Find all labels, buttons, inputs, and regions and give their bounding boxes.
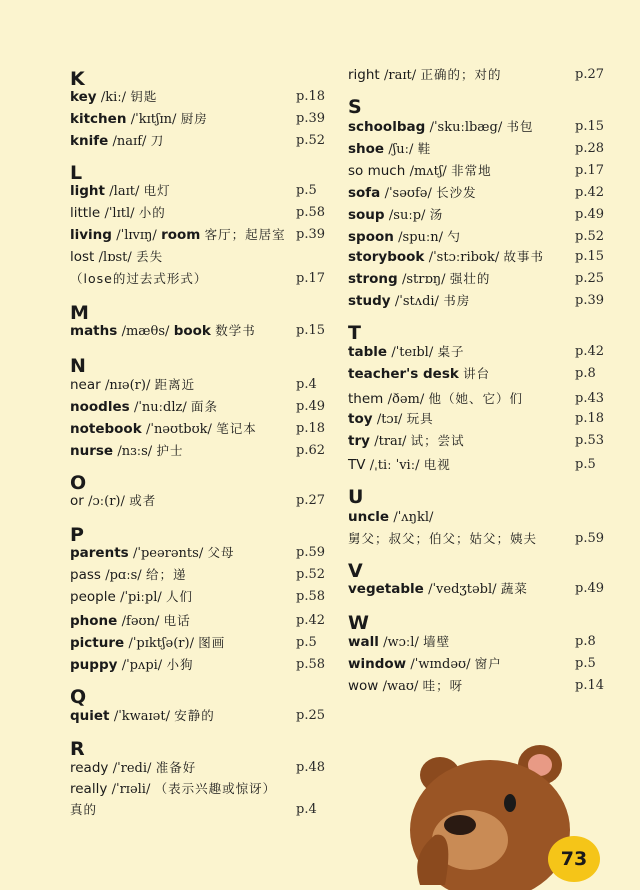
entry-meaning: 丢失 <box>136 249 164 264</box>
entry-meaning: 书包 <box>506 119 534 134</box>
entry-row <box>348 432 465 451</box>
entry-word: knife <box>70 133 109 149</box>
entry-phonetic: /spuːn/ <box>398 230 444 245</box>
entry-word: them <box>348 391 384 407</box>
entry-meaning: 桌子 <box>437 344 465 359</box>
entry-page: p.5 <box>575 656 596 671</box>
entry-page: p.42 <box>575 344 604 359</box>
entry-word: strong <box>348 271 398 287</box>
entry-meaning: 讲台 <box>463 366 491 381</box>
entry-page: p.4 <box>296 802 317 817</box>
entry-row <box>70 88 157 107</box>
entry-word: spoon <box>348 229 394 245</box>
entry-page: p.42 <box>296 613 325 628</box>
entry-row <box>70 322 256 341</box>
entry-phonetic: /ˈpʌpi/ <box>121 658 163 673</box>
entry-page: p.39 <box>296 111 325 126</box>
entry-meaning: 或者 <box>129 493 157 508</box>
entry-page: p.58 <box>296 657 325 672</box>
entry-meaning: 长沙发 <box>436 185 477 200</box>
entry-meaning: 护士 <box>156 443 184 458</box>
entry-meaning: 正确的；对的 <box>420 67 502 82</box>
entry-word: pass <box>70 567 101 583</box>
section-letter: Q <box>70 686 87 708</box>
entry-page: p.39 <box>575 293 604 308</box>
entry-phonetic: /ˈnuːdlz/ <box>133 400 187 415</box>
entry-word: notebook <box>70 421 142 437</box>
entry-phonetic: /mʌtʃ/ <box>409 164 447 179</box>
entry-phonetic: /ˈredi/ <box>112 761 152 776</box>
entry-row <box>70 707 215 726</box>
entry-page: p.49 <box>575 207 604 222</box>
entry-page: p.5 <box>575 457 596 472</box>
entry-page: p.18 <box>296 89 325 104</box>
entry-meaning: 书房 <box>443 293 471 308</box>
entry-phonetic: /ðəm/ <box>387 392 425 407</box>
entry-word: right <box>348 67 380 83</box>
entry-phonetic: /ˈnəʊtbʊk/ <box>145 422 212 437</box>
entry-row <box>70 492 156 511</box>
entry-note: 舅父；叔父；伯父；姑父；姨夫 <box>348 531 538 546</box>
entry-word: phone <box>70 613 118 629</box>
entry-page: p.58 <box>296 589 325 604</box>
entry-word: shoe <box>348 141 385 157</box>
entry-word: soup <box>348 207 385 223</box>
entry-phonetic: /ɔː(r)/ <box>88 494 125 509</box>
entry-row <box>348 140 431 159</box>
section-letter: R <box>70 738 85 760</box>
entry-word: or <box>70 493 84 509</box>
entry-meaning: 电话 <box>163 613 191 628</box>
entry-page: p.42 <box>575 185 604 200</box>
entry-row <box>70 612 191 631</box>
entry-page: p.15 <box>296 323 325 338</box>
entry-meaning: 玩具 <box>406 411 434 426</box>
entry-phonetic: /ˈteɪbl/ <box>391 345 434 360</box>
entry-word: toy <box>348 411 373 427</box>
entry-meaning: 人们 <box>166 589 194 604</box>
entry-word: window <box>348 656 407 672</box>
entry-row <box>348 456 451 475</box>
entry-word: TV <box>348 457 366 473</box>
entry-row <box>70 656 194 675</box>
entry-row <box>348 162 492 181</box>
entry-row <box>348 655 502 674</box>
entry-page: p.53 <box>575 433 604 448</box>
entry-word: lost <box>70 249 95 265</box>
entry-row <box>348 677 463 696</box>
entry-word: so much <box>348 163 406 179</box>
entry-word2: room <box>161 227 201 243</box>
entry-phonetic: /ʃuː/ <box>388 142 414 157</box>
entry-word2: book <box>173 323 211 339</box>
entry-note: 真的 <box>70 802 98 817</box>
entry-meaning: 父母 <box>207 545 235 560</box>
entry-word: uncle <box>348 509 390 525</box>
entry-phonetic: /ˈlɪtl/ <box>104 206 135 221</box>
entry-phonetic: /lɒst/ <box>98 250 132 265</box>
section-letter: N <box>70 355 86 377</box>
entry-page: p.17 <box>575 163 604 178</box>
entry-page: p.18 <box>575 411 604 426</box>
entry-page: p.25 <box>575 271 604 286</box>
entry-row <box>348 118 534 137</box>
entry-word: nurse <box>70 443 114 459</box>
section-letter: W <box>348 612 369 634</box>
section-letter: S <box>348 96 362 118</box>
entry-phonetic: /naɪf/ <box>112 134 147 149</box>
entry-phonetic: /nɪə(r)/ <box>104 378 151 393</box>
entry-row <box>348 410 434 429</box>
entry-page: p.59 <box>296 545 325 560</box>
entry-phonetic: /ˈstʌdi/ <box>394 294 439 309</box>
entry-meaning: 给；递 <box>145 567 187 582</box>
entry-word: near <box>70 377 101 393</box>
section-letter: P <box>70 524 84 546</box>
entry-row <box>348 633 450 652</box>
entry-row <box>348 228 461 247</box>
entry-page: p.62 <box>296 443 325 458</box>
entry-word: light <box>70 183 105 199</box>
entry-meaning: 电灯 <box>143 183 171 198</box>
entry-page: p.4 <box>296 377 317 392</box>
entry-page: p.15 <box>575 119 604 134</box>
entry-word: wow <box>348 678 379 694</box>
entry-phonetic: /tɔɪ/ <box>376 412 403 427</box>
entry-phonetic: /ˌtiː ˈviː/ <box>369 458 420 473</box>
entry-row <box>70 588 193 607</box>
entry-row <box>70 544 235 563</box>
entry-row <box>348 343 465 362</box>
entry-meaning: 墙壁 <box>423 634 451 649</box>
entry-row <box>70 248 163 267</box>
entry-phonetic: /traɪ/ <box>374 434 407 449</box>
entry-row <box>70 780 276 799</box>
entry-row <box>348 292 470 311</box>
entry-phonetic: /ˈʌŋkl/ <box>393 510 434 525</box>
entry-page: p.39 <box>296 227 325 242</box>
entry-phonetic: /mæθs/ <box>121 324 170 339</box>
entry-meaning: 蔬菜 <box>500 581 528 596</box>
entry-meaning: 非常地 <box>451 163 492 178</box>
entry-row <box>70 566 187 585</box>
entry-phonetic: /ˈkwaɪət/ <box>113 709 170 724</box>
entry-page: p.52 <box>296 567 325 582</box>
entry-word: picture <box>70 635 125 651</box>
entry-page: p.58 <box>296 205 325 220</box>
entry-phonetic: /ˈpeərənts/ <box>132 546 204 561</box>
entry-word: storybook <box>348 249 425 265</box>
entry-row <box>70 226 286 245</box>
entry-page: p.14 <box>575 678 604 693</box>
entry-phonetic: /waʊ/ <box>382 679 419 694</box>
section-letter: K <box>70 68 85 90</box>
entry-row <box>70 182 171 201</box>
entry-phonetic: /raɪt/ <box>384 68 417 83</box>
entry-word: little <box>70 205 101 221</box>
entry-row <box>70 110 208 129</box>
entry-page: p.52 <box>296 133 325 148</box>
entry-phonetic: /ˈpiːpl/ <box>120 590 162 605</box>
section-letter: V <box>348 560 363 582</box>
entry-meaning: 安静的 <box>174 708 215 723</box>
entry-word: sofa <box>348 185 381 201</box>
entry-page: p.5 <box>296 635 317 650</box>
entry-meaning: 小的 <box>138 205 166 220</box>
entry-meaning: 客厅；起居室 <box>204 227 286 242</box>
entry-meaning: 钥匙 <box>130 89 158 104</box>
entry-row <box>70 376 195 395</box>
entry-page: p.8 <box>575 634 596 649</box>
entry-phonetic: /ˈpɪktʃə(r)/ <box>128 636 194 651</box>
entry-meaning: 数学书 <box>215 323 256 338</box>
entry-page: p.8 <box>575 366 596 381</box>
entry-meaning: 面条 <box>191 399 219 414</box>
entry-word: parents <box>70 545 129 561</box>
entry-page: p.48 <box>296 760 325 775</box>
entry-meaning: （表示兴趣或惊讶） <box>154 781 277 796</box>
entry-meaning: 距离近 <box>154 377 196 392</box>
entry-page: p.52 <box>575 229 604 244</box>
entry-phonetic: /nɜːs/ <box>117 444 153 459</box>
entry-phonetic: /ˈsəʊfə/ <box>384 186 432 201</box>
section-letter: T <box>348 322 361 344</box>
entry-meaning: 故事书 <box>503 249 545 264</box>
entry-phonetic: /ˈlɪvɪŋ/ <box>116 228 157 243</box>
entry-phonetic: /ˈstɔːribʊk/ <box>428 250 500 265</box>
section-letter: L <box>70 162 83 184</box>
entry-meaning: 窗户 <box>474 656 502 671</box>
entry-row <box>348 248 544 267</box>
entry-page: p.49 <box>296 399 325 414</box>
entry-phonetic: /ˈwɪndəʊ/ <box>410 657 471 672</box>
section-letter: U <box>348 486 364 508</box>
entry-row <box>348 580 528 599</box>
entry-page: p.28 <box>575 141 604 156</box>
entry-meaning: 小狗 <box>166 657 194 672</box>
entry-row <box>348 508 433 527</box>
entry-row <box>70 420 257 439</box>
entry-word: noodles <box>70 399 130 415</box>
entry-word: ready <box>70 760 109 776</box>
entry-word: teacher's desk <box>348 366 459 382</box>
entry-word: study <box>348 293 391 309</box>
entry-row <box>348 390 523 409</box>
entry-row <box>348 365 490 383</box>
entry-page: p.18 <box>296 421 325 436</box>
entry-row <box>70 398 218 417</box>
entry-phonetic: /ˈskuːlbæg/ <box>429 120 503 135</box>
entry-meaning: 图画 <box>198 635 226 650</box>
entry-page: p.25 <box>296 708 325 723</box>
entry-row <box>348 66 501 85</box>
entry-meaning: 哇；呀 <box>422 678 464 693</box>
entry-phonetic: /laɪt/ <box>109 184 140 199</box>
entry-word: maths <box>70 323 118 339</box>
entry-page: p.27 <box>575 67 604 82</box>
entry-word: puppy <box>70 657 118 673</box>
entry-word: try <box>348 433 370 449</box>
entry-meaning: 强壮的 <box>449 271 491 286</box>
entry-word: people <box>70 589 116 605</box>
entry-phonetic: /pɑːs/ <box>105 568 142 583</box>
entry-phonetic: /kiː/ <box>100 90 127 105</box>
entry-page: p.5 <box>296 183 317 198</box>
entry-phonetic: /suːp/ <box>388 208 426 223</box>
entry-row <box>70 442 184 461</box>
entry-phonetic: /strɒŋ/ <box>402 272 446 287</box>
entry-row <box>348 270 490 289</box>
entry-row <box>70 634 225 653</box>
entry-meaning: 厨房 <box>180 111 208 126</box>
entry-word: schoolbag <box>348 119 426 135</box>
entry-meaning: 汤 <box>429 207 444 222</box>
entry-phonetic: /ˈvedʒtəbl/ <box>428 582 497 597</box>
entry-page: p.43 <box>575 391 604 406</box>
entry-meaning: 电视 <box>423 457 451 472</box>
entry-page: p.59 <box>575 531 604 546</box>
entry-row <box>70 759 196 778</box>
page-number: 73 <box>548 836 600 882</box>
section-letter: O <box>70 472 87 494</box>
entry-word: vegetable <box>348 581 424 597</box>
entry-word: wall <box>348 634 379 650</box>
entry-phonetic: /ˈrɪəli/ <box>111 782 151 797</box>
entry-meaning: 笔记本 <box>216 421 257 436</box>
entry-row <box>70 204 166 223</box>
entry-word: living <box>70 227 112 243</box>
entry-meaning: 他（她、它）们 <box>428 391 524 406</box>
entry-row <box>348 206 443 225</box>
entry-meaning: 勺 <box>447 229 461 244</box>
entry-page: p.17 <box>296 271 325 286</box>
entry-note: （lose的过去式形式） <box>70 271 208 286</box>
entry-phonetic: /fəʊn/ <box>121 614 160 629</box>
entry-page: p.49 <box>575 581 604 596</box>
entry-meaning: 试；尝试 <box>410 433 465 448</box>
entry-row <box>348 184 477 203</box>
entry-phonetic: /ˈkɪtʃɪn/ <box>130 112 177 127</box>
entry-word: kitchen <box>70 111 127 127</box>
entry-word: table <box>348 344 388 360</box>
section-letter: M <box>70 302 89 324</box>
entry-page: p.15 <box>575 249 604 264</box>
entry-meaning: 准备好 <box>155 760 197 775</box>
entry-word: really <box>70 781 108 797</box>
entry-row <box>70 132 164 151</box>
entry-phonetic: /wɔːl/ <box>383 635 419 650</box>
entry-word: key <box>70 89 97 105</box>
entry-meaning: 刀 <box>150 133 165 148</box>
entry-meaning: 鞋 <box>417 141 432 156</box>
entry-word: quiet <box>70 708 110 724</box>
entry-page: p.27 <box>296 493 325 508</box>
